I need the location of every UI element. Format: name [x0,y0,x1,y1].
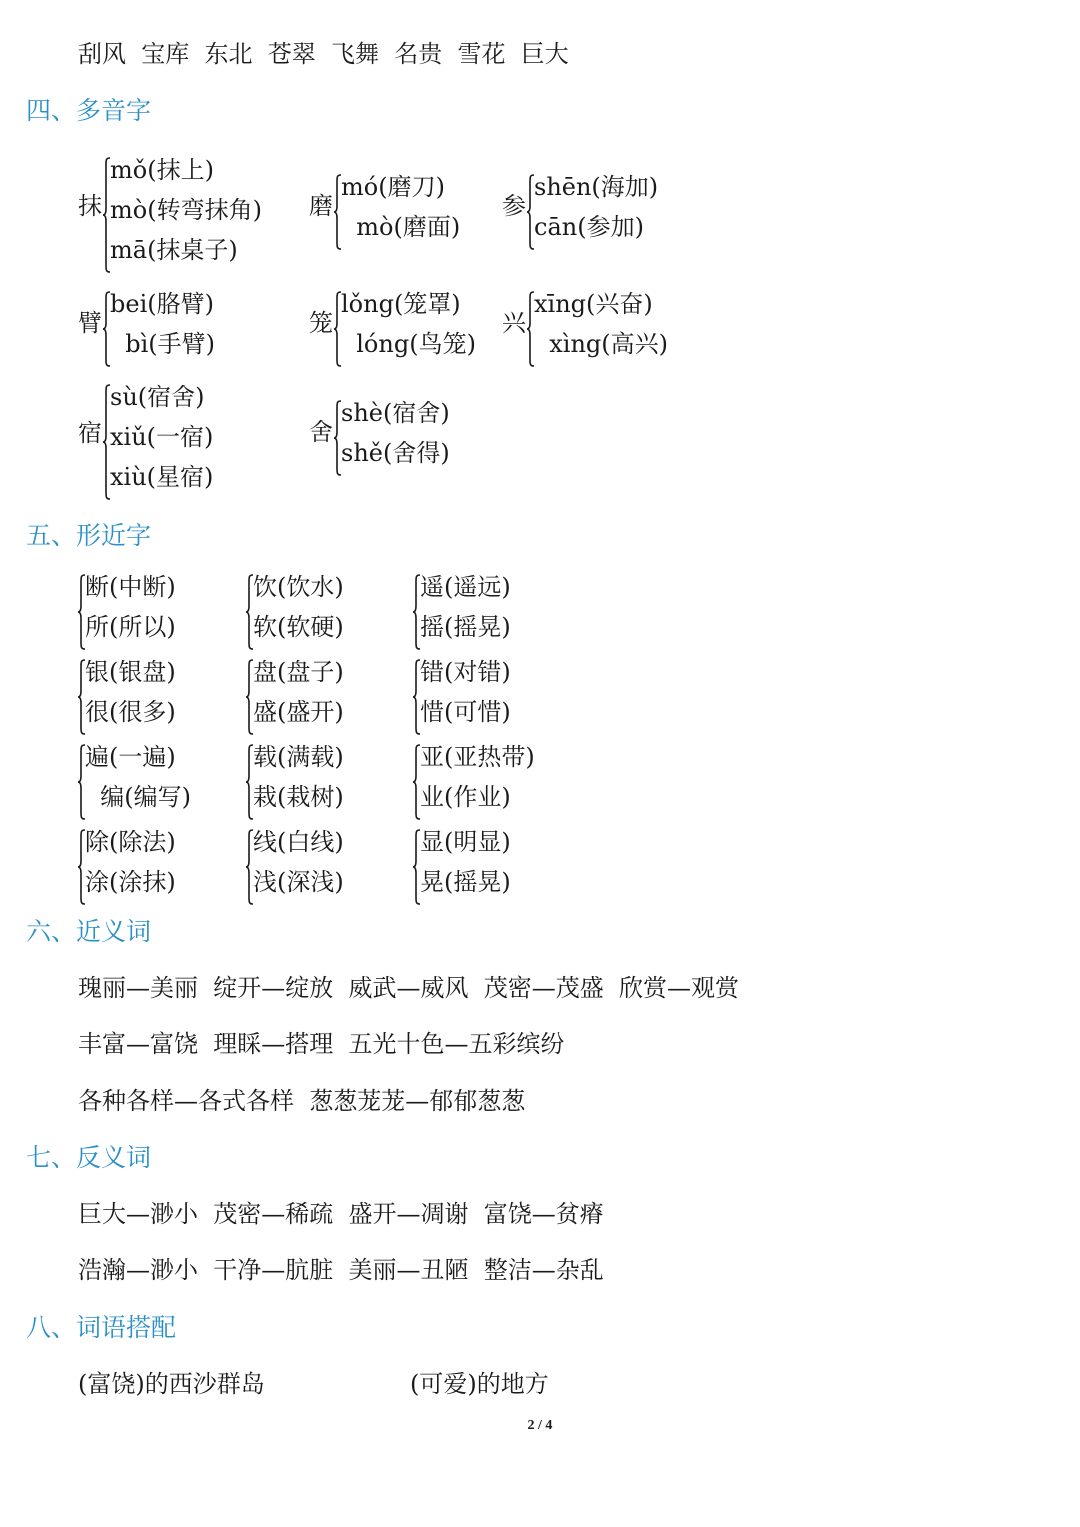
similar-char-item: 显(明显) [420,828,511,856]
polyphone-option: xīng(兴奋) [534,290,653,318]
polyphone-option: cān(参加) [534,213,644,241]
similar-char-pair [413,827,573,907]
similar-char-item: 栽(栽树) [253,783,344,811]
similar-char-item: 很(很多) [85,698,176,726]
similar-char-item: 载(满载) [253,743,344,771]
polyphone-group [309,289,489,369]
polyphone-char: 抹 [78,192,102,220]
synonym-line: 丰富—富饶 理睬—搭理 五光十色—五彩缤纷 [78,1030,565,1058]
similar-char-item: 业(作业) [420,783,511,811]
polyphone-char: 兴 [502,309,526,337]
similar-char-pair [413,742,573,822]
polyphone-option: lǒng(笼罩) [341,290,461,318]
similar-char-pair [78,827,238,907]
similar-char-item: 遥(遥远) [420,573,511,601]
polyphone-option: shè(宿舍) [341,399,450,427]
section-heading-collocations: 八、词语搭配 [26,1313,177,1342]
polyphone-option: sù(宿舍) [110,383,205,411]
section-heading-polyphones: 四、多音字 [26,96,152,125]
polyphone-option: bei(胳臂) [110,290,214,318]
antonym-line: 浩瀚—渺小 干净—肮脏 美丽—丑陋 整洁—杂乱 [78,1256,604,1284]
polyphone-option: mò(转弯抹角) [110,196,262,224]
polyphone-option: shě(舍得) [341,439,450,467]
similar-char-item: 编(编写) [85,783,191,811]
similar-char-pair [78,572,238,652]
section-heading-antonyms: 七、反义词 [26,1143,152,1172]
similar-char-pair [246,572,406,652]
collocation-item: (可爱)的地方 [410,1370,549,1398]
polyphone-char: 宿 [78,419,102,447]
similar-char-item: 软(软硬) [253,613,344,641]
polyphone-group [78,289,258,369]
section-heading-similar-chars: 五、形近字 [26,521,152,550]
similar-char-item: 银(银盘) [85,658,176,686]
section-heading-synonyms: 六、近义词 [26,917,152,946]
similar-char-pair [246,827,406,907]
polyphone-group [309,172,489,252]
similar-char-pair [78,742,238,822]
vocab-line: 刮风 宝库 东北 苍翠 飞舞 名贵 雪花 巨大 [78,40,569,68]
similar-char-item: 涂(涂抹) [85,868,176,896]
similar-char-pair [78,657,238,737]
antonym-line: 巨大—渺小 茂密—稀疏 盛开—凋谢 富饶—贫瘠 [78,1200,604,1228]
similar-char-item: 遍(一遍) [85,743,176,771]
similar-char-item: 晃(摇晃) [420,868,511,896]
polyphone-group [78,155,298,275]
polyphone-option: xiǔ(一宿) [110,423,214,451]
similar-char-item: 惜(可惜) [420,698,511,726]
polyphone-option: bì(手臂) [110,330,216,358]
similar-char-item: 线(白线) [253,828,344,856]
polyphone-group [502,289,682,369]
polyphone-char: 舍 [309,418,333,446]
polyphone-group [502,172,682,252]
polyphone-option: mó(磨刀) [341,173,445,201]
similar-char-pair [413,572,573,652]
polyphone-group [309,398,489,478]
similar-char-pair [246,742,406,822]
polyphone-option: mò(磨面) [341,213,461,241]
polyphone-char: 笼 [309,309,333,337]
similar-char-item: 盛(盛开) [253,698,344,726]
polyphone-option: mā(抹桌子) [110,236,238,264]
similar-char-item: 错(对错) [420,658,511,686]
similar-char-item: 所(所以) [85,613,176,641]
synonym-line: 瑰丽—美丽 绽开—绽放 威武—威风 茂密—茂盛 欣赏—观赏 [78,974,740,1002]
similar-char-item: 摇(摇晃) [420,613,511,641]
polyphone-group [78,382,258,502]
polyphone-char: 臂 [78,309,102,337]
polyphone-char: 磨 [309,192,333,220]
similar-char-item: 浅(深浅) [253,868,344,896]
polyphone-option: xìng(高兴) [534,330,669,358]
polyphone-option: shēn(海加) [534,173,659,201]
collocation-item: (富饶)的西沙群岛 [78,1370,265,1398]
polyphone-option: mǒ(抹上) [110,156,214,184]
similar-char-item: 盘(盘子) [253,658,344,686]
similar-char-item: 饮(饮水) [253,573,344,601]
synonym-line: 各种各样—各式各样 葱葱茏茏—郁郁葱葱 [78,1087,526,1115]
similar-char-item: 亚(亚热带) [420,743,535,771]
page-number: 2 / 4 [527,1418,553,1433]
similar-char-item: 断(中断) [85,573,176,601]
polyphone-char: 参 [502,192,526,220]
polyphone-option: lóng(鸟笼) [341,330,476,358]
polyphone-option: xiù(星宿) [110,463,214,491]
similar-char-item: 除(除法) [85,828,176,856]
similar-char-pair [413,657,573,737]
similar-char-pair [246,657,406,737]
